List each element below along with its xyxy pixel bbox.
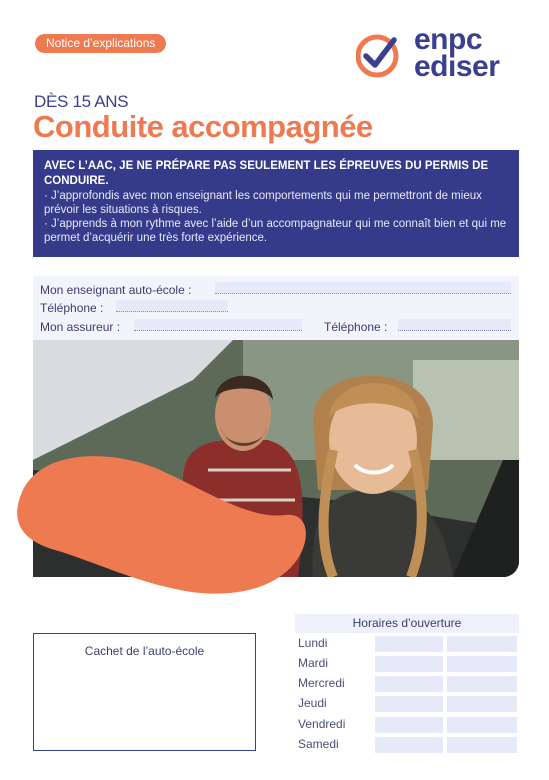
hours-row xyxy=(295,715,519,735)
logo-line-1: enpc xyxy=(414,23,483,56)
logo-line-2: ediser xyxy=(414,50,500,83)
orange-blob-shape xyxy=(0,440,320,600)
opening-hours-title: Horaires d’ouverture xyxy=(295,614,519,633)
instructor-field[interactable] xyxy=(215,282,511,294)
opening-hours-table xyxy=(295,614,519,755)
phone-label: Téléphone : xyxy=(40,301,104,315)
hours-slot-afternoon[interactable] xyxy=(447,696,517,712)
hours-slot-morning[interactable] xyxy=(375,717,443,733)
hours-slot-morning[interactable] xyxy=(375,656,443,672)
insurer-label: Mon assureur : xyxy=(40,320,121,334)
hours-slot-morning[interactable] xyxy=(375,676,443,692)
hours-slot-afternoon[interactable] xyxy=(447,717,517,733)
age-line: DÈS 15 ANS xyxy=(34,92,129,111)
hours-slot-afternoon[interactable] xyxy=(447,737,517,753)
day-label: Jeudi xyxy=(298,696,327,711)
hours-slot-morning[interactable] xyxy=(375,636,443,652)
insurer-field[interactable] xyxy=(134,319,302,331)
page-title: Conduite accompagnée xyxy=(33,109,373,144)
day-label: Mardi xyxy=(298,655,329,670)
contact-form xyxy=(33,276,519,340)
info-heading: AVEC L’AAC, JE NE PRÉPARE PAS SEULEMENT LES ÉPREUVES DU PERMIS DE CONDUIRE. xyxy=(44,160,489,187)
info-bullet: · J’apprends à mon rythme avec l’aide d’un accompagnateur qui me connaît bien et qui me permet d’acquérir une très forte expérience. xyxy=(44,218,507,244)
info-bullet: · J’approfondis avec mon enseignant les comportements qui me permettront de mieux prévoir les situations à risques. xyxy=(44,190,482,216)
logo-wordmark xyxy=(414,23,500,83)
notice-badge: Notice d’explications xyxy=(35,34,166,53)
hours-slot-afternoon[interactable] xyxy=(447,636,517,652)
hours-row xyxy=(295,694,519,714)
hours-row xyxy=(295,654,519,674)
phone-field[interactable] xyxy=(116,300,228,312)
stamp-label: Cachet de l’auto-école xyxy=(84,644,205,658)
day-label: Lundi xyxy=(298,635,328,650)
hours-slot-afternoon[interactable] xyxy=(447,676,517,692)
hours-slot-afternoon[interactable] xyxy=(447,656,517,672)
insurer-phone-label: Téléphone : xyxy=(324,320,388,334)
hours-slot-morning[interactable] xyxy=(375,737,443,753)
instructor-label: Mon enseignant auto-école : xyxy=(40,283,192,297)
day-label: Vendredi xyxy=(298,716,346,731)
day-label: Mercredi xyxy=(298,676,345,691)
hours-row xyxy=(295,674,519,694)
hours-row xyxy=(295,634,519,654)
hours-row xyxy=(295,735,519,755)
insurer-phone-field[interactable] xyxy=(398,319,511,331)
hours-slot-morning[interactable] xyxy=(375,696,443,712)
day-label: Samedi xyxy=(298,736,339,751)
stamp-box xyxy=(33,633,256,751)
info-box xyxy=(33,150,519,257)
